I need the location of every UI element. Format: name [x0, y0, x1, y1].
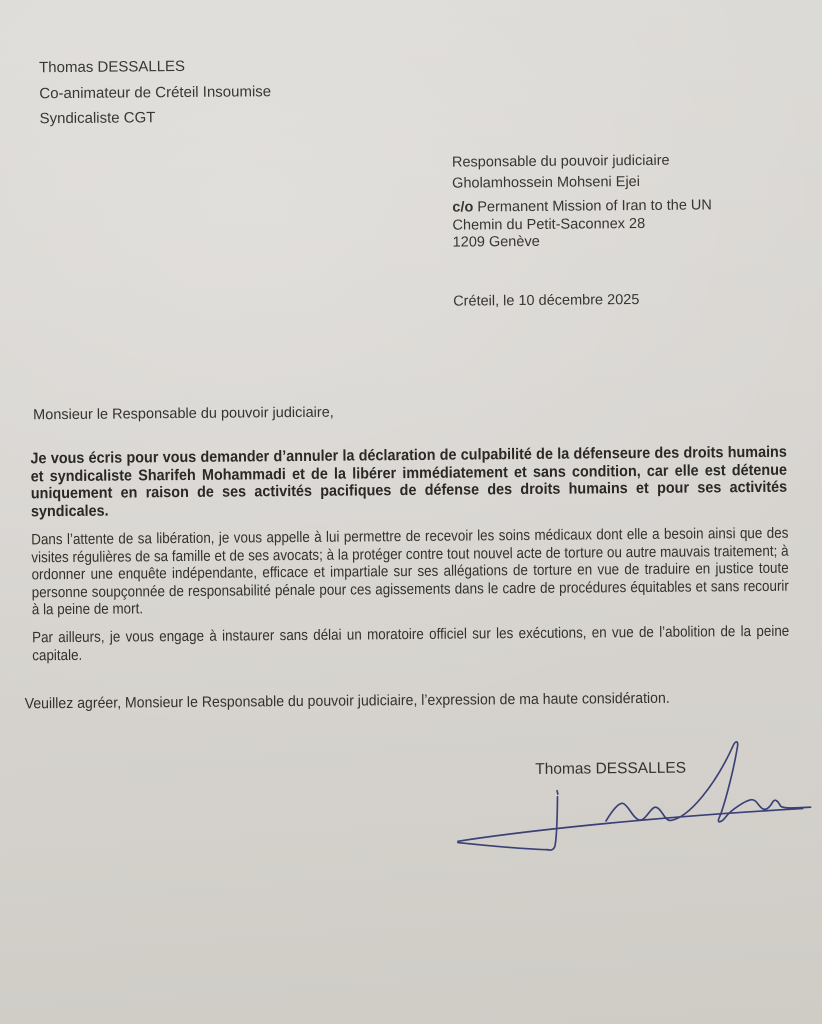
signature-printed-name: Thomas DESSALLES	[535, 759, 687, 778]
sender-role-1: Co-animateur de Créteil Insoumise	[39, 82, 272, 102]
salutation: Monsieur le Responsable du pouvoir judiciaire,	[33, 404, 334, 424]
recipient-title: Responsable du pouvoir judiciaire	[451, 152, 670, 171]
paragraph-demand: Je vous écris pour vous demander d’annuler la déclaration de culpabilité de la défenseure des droits humains et syndicaliste Sharifeh Mohammadi et de la libérer immédiatement et sans condition, car elle est détenue uniquement en raison de ses activités pacifiques de défense des droits humains et pour ses activités syndicales.	[30, 443, 788, 520]
paragraph-conditions: Dans l’attente de sa libération, je vous appelle à lui permettre de recevoir les soins médicaux dont elle a besoin ainsi que des visites régulières de sa famille et de ses avocats; à la protéger contre tout nouvel acte de torture ou autre mauvais traitement; à ordonner une enquête indépendante, efficace et impartiale sur ses allégations de torture en vue de traduire en justice toute personne soupçonnée de responsabilité pénale pour ces agissements dans le cadre de procédures équitables et sans recourir à la peine de mort.	[31, 524, 789, 619]
co-rest: Permanent Mission of Iran to the UN	[473, 197, 712, 216]
closing-formula: Veuillez agréer, Monsieur le Responsable du pouvoir judiciaire, l’expression de ma haute considération.	[24, 689, 670, 713]
sender-block	[39, 53, 271, 132]
paragraph-moratorium: Par ailleurs, je vous engage à instaurer sans délai un moratoire officiel sur les exécutions, en vue de l’abolition de la peine capitale.	[32, 622, 790, 665]
recipient-city: 1209 Genève	[452, 233, 540, 251]
sender-role-2: Syndicaliste CGT	[39, 109, 156, 128]
handwritten-signature-ink	[432, 736, 822, 879]
recipient-street: Chemin du Petit-Saconnex 28	[452, 215, 646, 234]
date-line: Créteil, le 10 décembre 2025	[453, 291, 640, 310]
co-prefix: c/o	[452, 199, 474, 216]
recipient-name: Gholamhossein Mohseni Ejei	[452, 173, 640, 192]
recipient-block	[452, 150, 712, 252]
sender-name: Thomas DESSALLES	[39, 57, 186, 77]
recipient-co-line	[452, 197, 712, 217]
